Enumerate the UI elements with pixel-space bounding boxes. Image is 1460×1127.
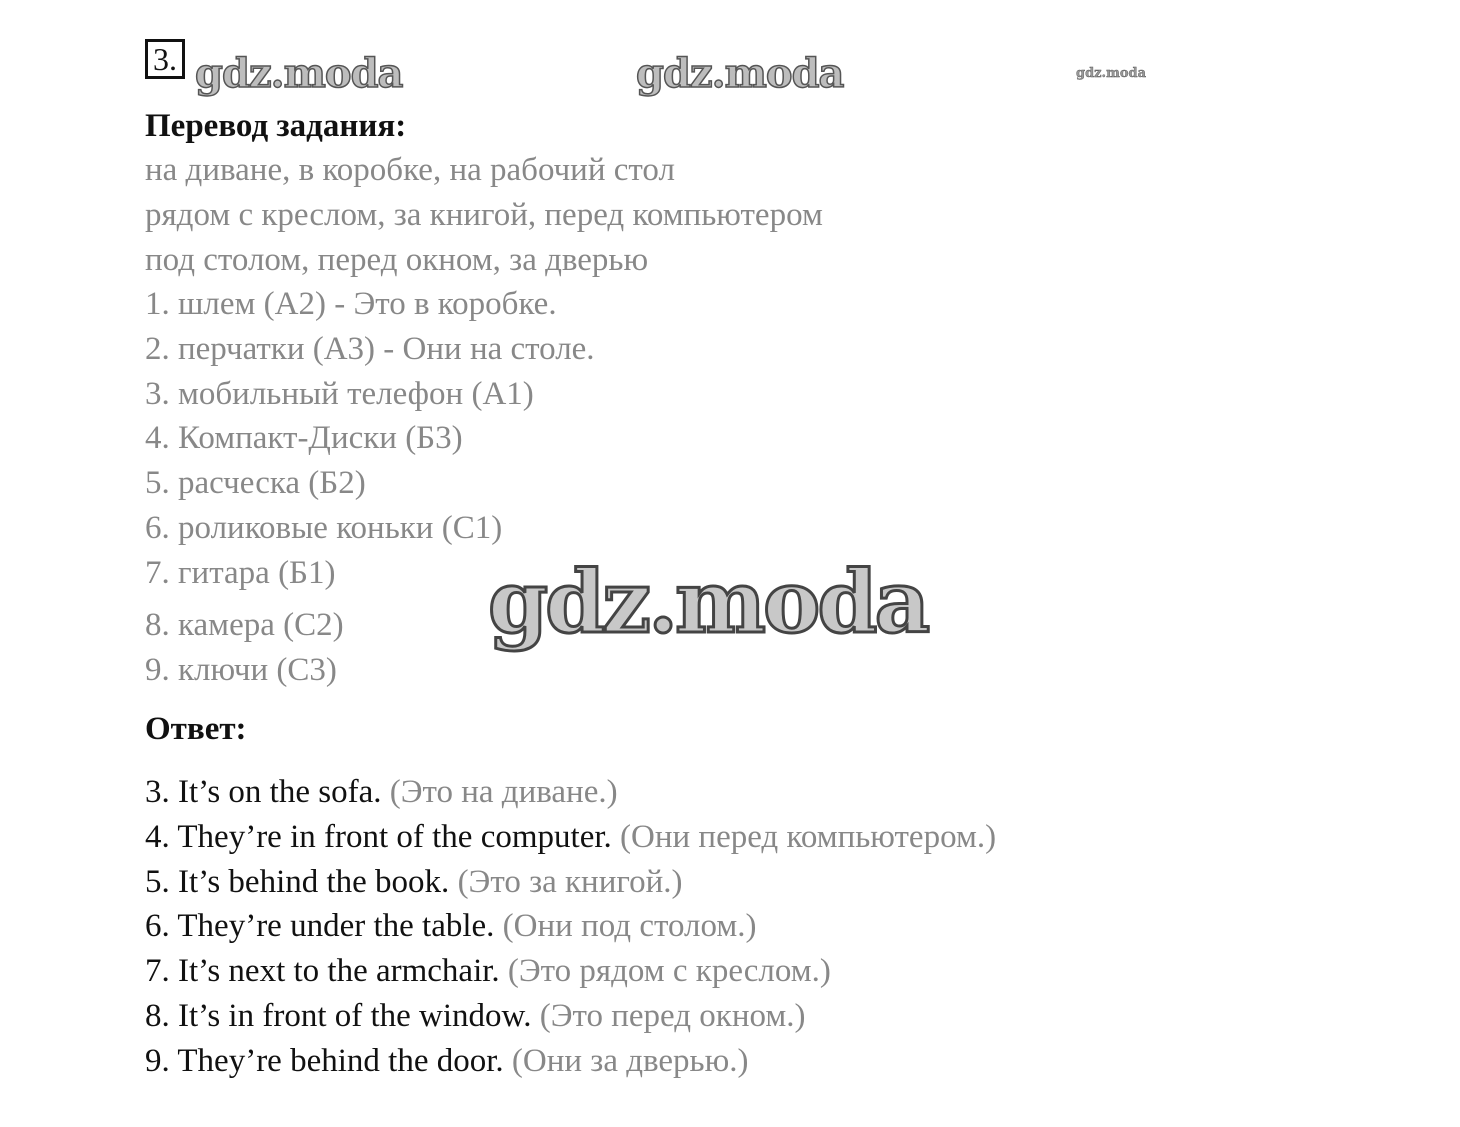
answer-russian: (Это перед окном.) — [531, 998, 806, 1034]
task-number-box: 3. — [145, 39, 185, 79]
answer-item — [145, 906, 756, 946]
answer-item — [145, 1041, 748, 1081]
watermark-logo-small: gdz.moda — [1076, 66, 1147, 81]
answer-english: 3. It’s on the sofa. — [145, 774, 382, 810]
answer-russian: (Это рядом с креслом.) — [499, 953, 831, 989]
translation-line: под столом, перед окном, за дверью — [145, 242, 649, 278]
watermark-logo: gdz.moda — [636, 50, 844, 97]
translation-item: 9. ключи (С3) — [145, 652, 337, 688]
translation-item: 2. перчатки (А3) - Они на столе. — [145, 331, 595, 367]
translation-item: 4. Компакт-Диски (Б3) — [145, 420, 463, 456]
answer-russian: (Это на диване.) — [381, 774, 618, 810]
answer-english: 8. It’s in front of the window. — [145, 998, 532, 1034]
answer-item — [145, 996, 806, 1036]
answer-item — [145, 772, 618, 812]
answer-russian: (Они за дверью.) — [503, 1043, 749, 1079]
answer-english: 4. They’re in front of the computer. — [145, 819, 612, 855]
answer-item — [145, 862, 682, 902]
watermark-logo-large: gdz.moda — [488, 552, 928, 653]
answer-item — [145, 951, 831, 991]
answer-russian: (Они перед компьютером.) — [611, 819, 997, 855]
translation-item: 7. гитара (Б1) — [145, 555, 336, 591]
answer-russian: (Они под столом.) — [494, 908, 757, 944]
translation-item: 8. камера (С2) — [145, 607, 344, 643]
answer-heading: Ответ: — [145, 711, 247, 747]
answer-russian: (Это за книгой.) — [449, 864, 683, 900]
translation-item: 5. расческа (Б2) — [145, 465, 366, 501]
answer-english: 5. It’s behind the book. — [145, 864, 450, 900]
translation-item: 1. шлем (А2) - Это в коробке. — [145, 286, 557, 322]
translation-line: рядом с креслом, за книгой, перед компьютером — [145, 197, 823, 233]
translation-item: 6. роликовые коньки (С1) — [145, 510, 503, 546]
answer-english: 7. It’s next to the armchair. — [145, 953, 500, 989]
answer-english: 9. They’re behind the door. — [145, 1043, 504, 1079]
answer-item — [145, 817, 996, 857]
translation-line: на диване, в коробке, на рабочий стол — [145, 152, 675, 188]
watermark-logo: gdz.moda — [195, 50, 403, 97]
translation-item: 3. мобильный телефон (А1) — [145, 376, 534, 412]
answer-english: 6. They’re under the table. — [145, 908, 495, 944]
translation-heading: Перевод задания: — [145, 108, 407, 144]
